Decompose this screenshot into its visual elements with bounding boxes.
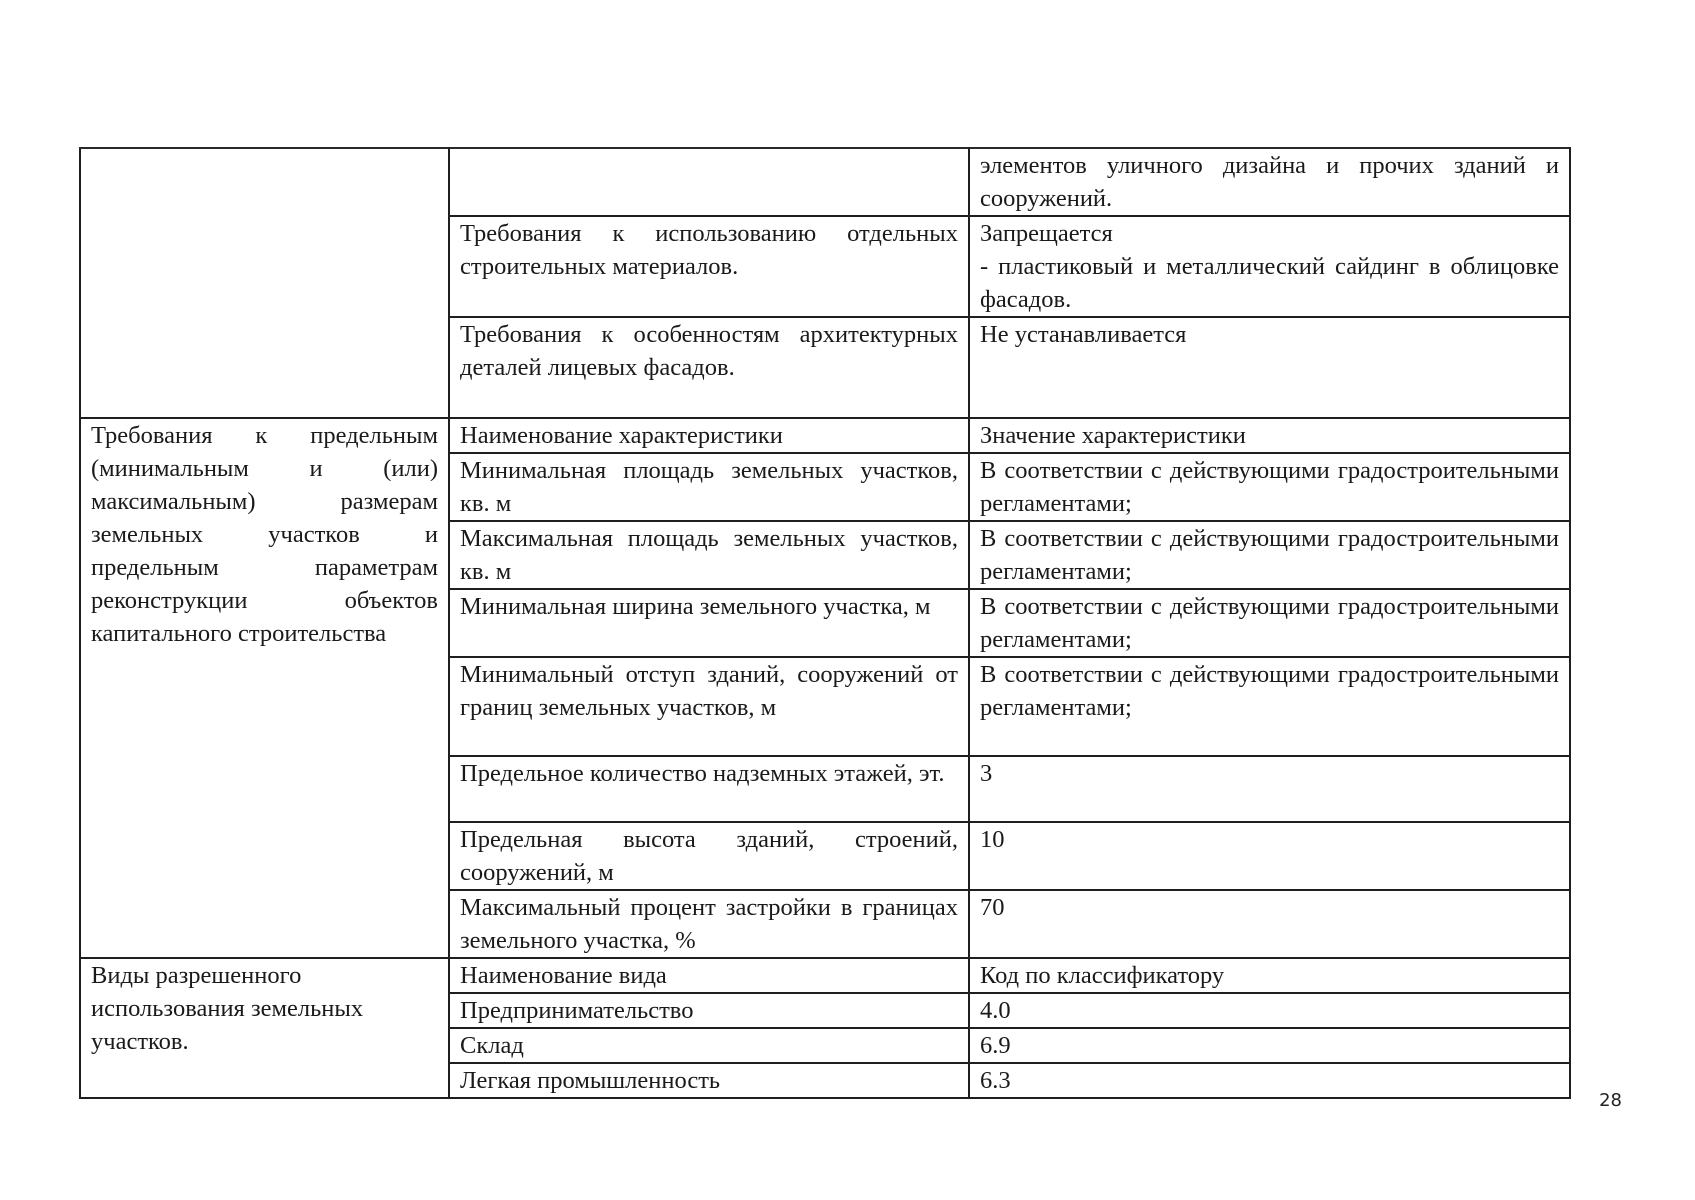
- char-value-cell: 3: [969, 756, 1570, 822]
- facade-requirements-label: Требования к особенностям архитектурных деталей лицевых фасадов.: [449, 317, 969, 418]
- use-code-cell: 6.3: [969, 1063, 1570, 1098]
- char-header-value: Значение характеристики: [969, 418, 1570, 453]
- char-value-cell: 10: [969, 822, 1570, 890]
- char-name-cell: Предельное количество надземных этажей, эт.: [449, 756, 969, 822]
- char-value-cell: В соответствии с действующими градостроительными регламентами;: [969, 521, 1570, 589]
- char-name-cell: Минимальная ширина земельного участка, м: [449, 589, 969, 657]
- char-value-cell: В соответствии с действующими градостроительными регламентами;: [969, 657, 1570, 756]
- regulations-table: [79, 147, 1571, 1099]
- use-header-code: Код по классификатору: [969, 958, 1570, 993]
- char-header-name: Наименование характеристики: [449, 418, 969, 453]
- use-code-cell: 6.9: [969, 1028, 1570, 1063]
- continued-text-cell: элементов уличного дизайна и прочих зданий и сооружений.: [969, 148, 1570, 216]
- material-requirements-label: Требования к использованию отдельных строительных материалов.: [449, 216, 969, 317]
- material-value-line: - пластиковый и металлический сайдинг в облицовке фасадов.: [980, 253, 1559, 313]
- material-requirements-value: [969, 216, 1570, 317]
- char-name-cell: Минимальная площадь земельных участков, кв. м: [449, 453, 969, 521]
- empty-cell: [449, 148, 969, 216]
- char-value-cell: В соответствии с действующими градостроительными регламентами;: [969, 453, 1570, 521]
- char-name-cell: Предельная высота зданий, строений, сооружений, м: [449, 822, 969, 890]
- facade-requirements-value: Не устанавливается: [969, 317, 1570, 418]
- table-row: [80, 148, 1570, 216]
- char-name-cell: Максимальный процент застройки в границах земельного участка, %: [449, 890, 969, 958]
- char-name-cell: Максимальная площадь земельных участков, кв. м: [449, 521, 969, 589]
- page-number: 28: [1599, 1090, 1622, 1111]
- use-name-cell: Предпринимательство: [449, 993, 969, 1028]
- table-row: [80, 958, 1570, 993]
- empty-group-cell: [80, 148, 449, 418]
- table-row: [80, 418, 1570, 453]
- use-header-name: Наименование вида: [449, 958, 969, 993]
- use-code-cell: 4.0: [969, 993, 1570, 1028]
- limits-group-label: Требования к предельным (минимальным и (или) максимальным) размерам земельных участков и предельным параметрам реконструкции объектов капитального строительства: [80, 418, 449, 958]
- char-value-cell: В соответствии с действующими градостроительными регламентами;: [969, 589, 1570, 657]
- char-value-cell: 70: [969, 890, 1570, 958]
- use-name-cell: Легкая промышленность: [449, 1063, 969, 1098]
- material-value-line: Запрещается: [980, 220, 1113, 247]
- use-name-cell: Склад: [449, 1028, 969, 1063]
- char-name-cell: Минимальный отступ зданий, сооружений от границ земельных участков, м: [449, 657, 969, 756]
- use-group-label: Виды разрешенного использования земельных участков.: [80, 958, 449, 1098]
